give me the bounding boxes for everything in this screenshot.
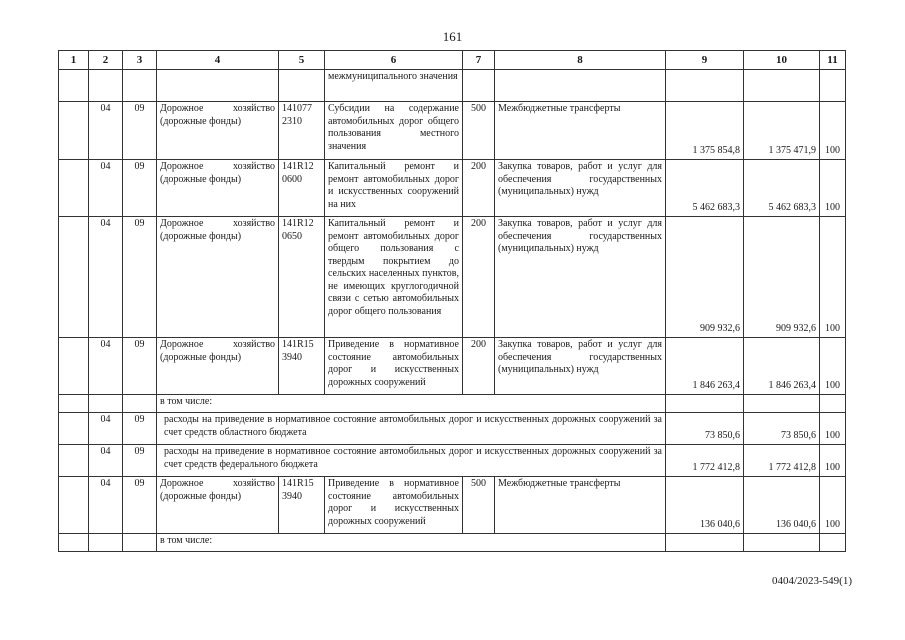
- cell-empty: [59, 338, 89, 395]
- expense-description: Приведение в нормативное состояние автомобильных дорог и искусственных дорожных сооружений: [325, 477, 463, 534]
- cell-empty: [59, 102, 89, 160]
- expense-description: расходы на приведение в нормативное состояние автомобильных дорог и искусственных дорожных сооружений за счет средств федерального бюджета: [157, 445, 666, 477]
- cell-empty: [123, 70, 157, 102]
- cell-empty: [820, 70, 846, 102]
- expense-description: Капитальный ремонт и ремонт автомобильных дорог и искусственных сооружений на них: [325, 160, 463, 217]
- cell-empty: [89, 534, 123, 552]
- cell-empty: [820, 534, 846, 552]
- subsection-name: Дорожное хозяйство (дорожные фонды): [157, 102, 279, 160]
- executed-amount: 5 462 683,3: [744, 160, 820, 217]
- cell-empty: [89, 70, 123, 102]
- column-header: 10: [744, 51, 820, 70]
- executed-amount: 136 040,6: [744, 477, 820, 534]
- page-number: 161: [442, 29, 463, 44]
- subsection-code: 09: [123, 445, 157, 477]
- cell-empty: [59, 534, 89, 552]
- cell-empty: [59, 413, 89, 445]
- section-code: 04: [89, 217, 123, 338]
- table-row: [59, 445, 846, 477]
- executed-amount: 1 375 471,9: [744, 102, 820, 160]
- column-header: 6: [325, 51, 463, 70]
- planned-amount: 73 850,6: [666, 413, 744, 445]
- planned-amount: 5 462 683,3: [666, 160, 744, 217]
- including-note: в том числе:: [157, 534, 666, 552]
- column-header: 7: [463, 51, 495, 70]
- execution-percent: 100: [820, 160, 846, 217]
- table-row: [59, 395, 846, 413]
- expense-type-code: 200: [463, 338, 495, 395]
- executed-amount: 1 772 412,8: [744, 445, 820, 477]
- target-article-code: 141R15 3940: [279, 477, 325, 534]
- planned-amount: 909 932,6: [666, 217, 744, 338]
- section-code: 04: [89, 413, 123, 445]
- section-code: 04: [89, 445, 123, 477]
- section-code: 04: [89, 338, 123, 395]
- execution-percent: 100: [820, 217, 846, 338]
- cell-empty: [123, 534, 157, 552]
- table-row: [59, 413, 846, 445]
- cell-empty: [157, 70, 279, 102]
- expense-type-code: 200: [463, 217, 495, 338]
- subsection-code: 09: [123, 338, 157, 395]
- column-header: 8: [495, 51, 666, 70]
- subsection-code: 09: [123, 102, 157, 160]
- cell-empty: [666, 70, 744, 102]
- executed-amount: 1 846 263,4: [744, 338, 820, 395]
- cell-empty: [820, 395, 846, 413]
- executed-amount: 73 850,6: [744, 413, 820, 445]
- executed-amount: 909 932,6: [744, 217, 820, 338]
- cell-empty: [279, 70, 325, 102]
- column-header: 5: [279, 51, 325, 70]
- expense-type-name: Закупка товаров, работ и услуг для обеспечения государственных (муниципальных) нужд: [495, 160, 666, 217]
- target-article-code: 141R15 3940: [279, 338, 325, 395]
- header-row: [59, 51, 846, 70]
- expense-description: расходы на приведение в нормативное состояние автомобильных дорог и искусственных дорожных сооружений за счет средств областного бюджета: [157, 413, 666, 445]
- cell-empty: [744, 70, 820, 102]
- table-row: [59, 217, 846, 338]
- cell-empty: [59, 395, 89, 413]
- table-row: [59, 160, 846, 217]
- expense-type-name: Межбюджетные трансферты: [495, 102, 666, 160]
- table-row: [59, 338, 846, 395]
- subsection-name: Дорожное хозяйство (дорожные фонды): [157, 338, 279, 395]
- expense-description: межмуниципального значения: [325, 70, 463, 102]
- execution-percent: 100: [820, 413, 846, 445]
- target-article-code: 141077 2310: [279, 102, 325, 160]
- cell-empty: [89, 395, 123, 413]
- cell-empty: [463, 70, 495, 102]
- column-header: 4: [157, 51, 279, 70]
- cell-empty: [744, 534, 820, 552]
- target-article-code: 141R12 0600: [279, 160, 325, 217]
- subsection-code: 09: [123, 217, 157, 338]
- subsection-name: Дорожное хозяйство (дорожные фонды): [157, 160, 279, 217]
- expense-description: Субсидии на содержание автомобильных дорог общего пользования местного значения: [325, 102, 463, 160]
- planned-amount: 136 040,6: [666, 477, 744, 534]
- expense-type-code: 500: [463, 477, 495, 534]
- column-header: 9: [666, 51, 744, 70]
- expense-description: Капитальный ремонт и ремонт автомобильных дорог общего пользования с твердым покрытием до сельских населенных пунктов, не имеющих круглогодичной связи с сетью автомобильных дорог общего пользования: [325, 217, 463, 338]
- table-row: [59, 102, 846, 160]
- expense-type-name: Межбюджетные трансферты: [495, 477, 666, 534]
- cell-empty: [666, 534, 744, 552]
- execution-percent: 100: [820, 445, 846, 477]
- cell-empty: [495, 70, 666, 102]
- column-header: 11: [820, 51, 846, 70]
- cell-empty: [59, 217, 89, 338]
- execution-percent: 100: [820, 102, 846, 160]
- target-article-code: 141R12 0650: [279, 217, 325, 338]
- expense-type-code: 200: [463, 160, 495, 217]
- cell-empty: [666, 395, 744, 413]
- table-row: [59, 534, 846, 552]
- cell-empty: [59, 477, 89, 534]
- cell-empty: [59, 70, 89, 102]
- expense-type-name: Закупка товаров, работ и услуг для обеспечения государственных (муниципальных) нужд: [495, 338, 666, 395]
- execution-percent: 100: [820, 338, 846, 395]
- budget-table: [58, 50, 846, 552]
- cell-empty: [59, 160, 89, 217]
- section-code: 04: [89, 160, 123, 217]
- cell-empty: [59, 445, 89, 477]
- subsection-code: 09: [123, 477, 157, 534]
- cell-empty: [123, 395, 157, 413]
- subsection-code: 09: [123, 413, 157, 445]
- document-code: 0404/2023-549(1): [771, 575, 852, 587]
- planned-amount: 1 846 263,4: [666, 338, 744, 395]
- table-row: [59, 477, 846, 534]
- column-header: 3: [123, 51, 157, 70]
- subsection-name: Дорожное хозяйство (дорожные фонды): [157, 477, 279, 534]
- section-code: 04: [89, 102, 123, 160]
- planned-amount: 1 375 854,8: [666, 102, 744, 160]
- section-code: 04: [89, 477, 123, 534]
- expense-type-code: 500: [463, 102, 495, 160]
- expense-type-name: Закупка товаров, работ и услуг для обеспечения государственных (муниципальных) нужд: [495, 217, 666, 338]
- execution-percent: 100: [820, 477, 846, 534]
- planned-amount: 1 772 412,8: [666, 445, 744, 477]
- subsection-code: 09: [123, 160, 157, 217]
- expense-description: Приведение в нормативное состояние автомобильных дорог и искусственных дорожных сооружений: [325, 338, 463, 395]
- column-header: 2: [89, 51, 123, 70]
- column-header: 1: [59, 51, 89, 70]
- cell-empty: [744, 395, 820, 413]
- table-row: [59, 70, 846, 102]
- subsection-name: Дорожное хозяйство (дорожные фонды): [157, 217, 279, 338]
- including-note: в том числе:: [157, 395, 666, 413]
